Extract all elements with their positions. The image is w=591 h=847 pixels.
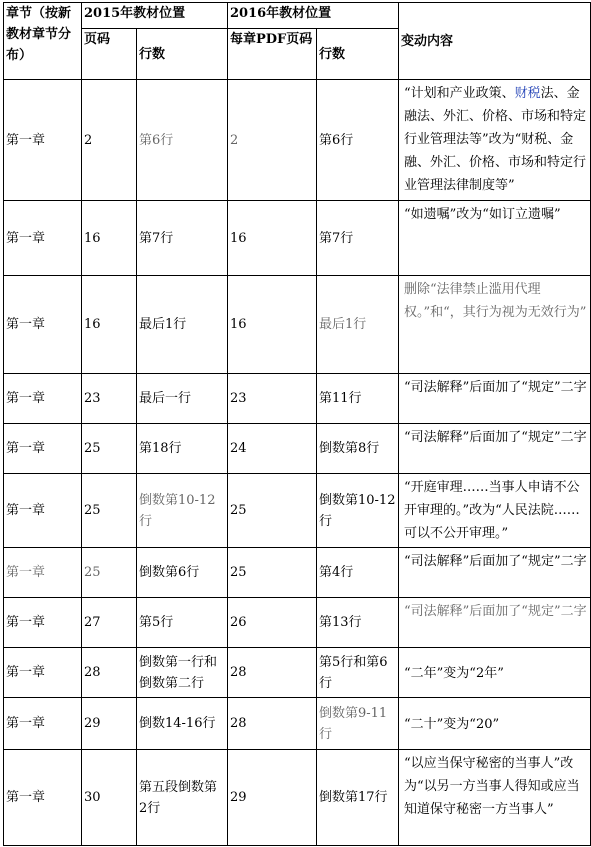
- line-2015-cell: 第五段倒数第2行: [137, 750, 228, 846]
- line-2015-cell: 最后1行: [137, 276, 228, 374]
- page-2015-cell: 25: [82, 474, 137, 548]
- chapter-cell: 第一章: [4, 698, 82, 750]
- line-2016-cell: 第7行: [317, 201, 399, 276]
- page-2016-cell: 16: [228, 276, 317, 374]
- page-2016-cell: 16: [228, 201, 317, 276]
- table-row: [4, 201, 591, 276]
- page-2015-cell: 25: [82, 424, 137, 474]
- line-2016-cell: 第6行: [317, 80, 399, 201]
- line-2015-cell: 倒数第一行和倒数第二行: [137, 648, 228, 698]
- chapter-cell: 第一章: [4, 598, 82, 648]
- page-2016-cell: 25: [228, 548, 317, 598]
- change-cell: “司法解释”后面加了“规定”二字: [399, 374, 591, 424]
- page-2015-cell: 25: [82, 548, 137, 598]
- change-cell: “二十”变为“20”: [399, 698, 591, 750]
- chapter-cell: 第一章: [4, 474, 82, 548]
- change-cell: “开庭审理……当事人申请不公开审理的。”改为“人民法院……可以不公开审理。”: [399, 474, 591, 548]
- page-2016-cell: 28: [228, 698, 317, 750]
- line-2016-cell: 倒数第10-12行: [317, 474, 399, 548]
- table-row: [4, 80, 591, 201]
- chapter-cell: 第一章: [4, 548, 82, 598]
- line-2015-cell: 第6行: [137, 80, 228, 201]
- line-2016-cell: 第5行和第6行: [317, 648, 399, 698]
- header-2015-position: 2015年教材位置: [82, 3, 228, 29]
- line-2016-cell: 倒数第17行: [317, 750, 399, 846]
- page-2015-cell: 30: [82, 750, 137, 846]
- table-row: [4, 276, 591, 374]
- line-2016-cell: 第4行: [317, 548, 399, 598]
- table-row: [4, 424, 591, 474]
- chapter-cell: 第一章: [4, 374, 82, 424]
- header-2016-position: 2016年教材位置: [228, 3, 399, 29]
- change-cell: 删除“法律禁止滥用代理权。”和“，其行为视为无效行为”: [399, 276, 591, 374]
- change-cell: “如遗嘱”改为“如订立遗嘱”: [399, 201, 591, 276]
- page-2015-cell: 27: [82, 598, 137, 648]
- change-cell: “二年”变为“2年”: [399, 648, 591, 698]
- change-cell: “司法解释”后面加了“规定”二字: [399, 548, 591, 598]
- header-page-2015: 页码: [82, 29, 137, 80]
- line-2016-cell: 最后1行: [317, 276, 399, 374]
- chapter-cell: 第一章: [4, 648, 82, 698]
- chapter-cell: 第一章: [4, 750, 82, 846]
- page-2016-cell: 23: [228, 374, 317, 424]
- header-chapter: 章节（按新教材章节分布）: [4, 3, 82, 80]
- page-2015-cell: 2: [82, 80, 137, 201]
- chapter-cell: 第一章: [4, 80, 82, 201]
- page-2016-cell: 24: [228, 424, 317, 474]
- header-page-2016: 每章PDF页码: [228, 29, 317, 80]
- tax-keyword-link[interactable]: 财税: [514, 86, 541, 101]
- line-2016-cell: 第11行: [317, 374, 399, 424]
- textbook-changes-table: [3, 2, 591, 846]
- page-2016-cell: 2: [228, 80, 317, 201]
- change-cell: [399, 80, 591, 201]
- page-2016-cell: 25: [228, 474, 317, 548]
- page-2016-cell: 28: [228, 648, 317, 698]
- line-2015-cell: 第7行: [137, 201, 228, 276]
- header-line-2015: 行数: [137, 29, 228, 80]
- page-2016-cell: 26: [228, 598, 317, 648]
- chapter-cell: 第一章: [4, 424, 82, 474]
- change-text-pre: “计划和产业政策、: [404, 86, 515, 101]
- line-2015-cell: 第18行: [137, 424, 228, 474]
- page-2015-cell: 16: [82, 276, 137, 374]
- line-2016-cell: 倒数第8行: [317, 424, 399, 474]
- header-change: 变动内容: [399, 3, 591, 80]
- page-2015-cell: 16: [82, 201, 137, 276]
- line-2015-cell: 最后一行: [137, 374, 228, 424]
- page-2016-cell: 29: [228, 750, 317, 846]
- page-2015-cell: 29: [82, 698, 137, 750]
- table-row: [4, 750, 591, 846]
- table-row: [4, 648, 591, 698]
- change-cell: “司法解释”后面加了“规定”二字: [399, 598, 591, 648]
- table-row: [4, 698, 591, 750]
- chapter-cell: 第一章: [4, 276, 82, 374]
- line-2015-cell: 倒数14-16行: [137, 698, 228, 750]
- table-row: [4, 474, 591, 548]
- line-2016-cell: 倒数第9-11行: [317, 698, 399, 750]
- line-2016-cell: 第13行: [317, 598, 399, 648]
- change-cell: “以应当保守秘密的当事人”改为“以另一方当事人得知或应当知道保守秘密一方当事人”: [399, 750, 591, 846]
- change-text-post: 法、金融法、外汇、价格、市场和特定行业管理法等”改为“财税、金融、外汇、价格、市场和特定行业管理法律制度等”: [404, 86, 587, 193]
- page-2015-cell: 23: [82, 374, 137, 424]
- change-cell: “司法解释”后面加了“规定”二字: [399, 424, 591, 474]
- line-2015-cell: 倒数第6行: [137, 548, 228, 598]
- table-row: [4, 598, 591, 648]
- page-2015-cell: 28: [82, 648, 137, 698]
- line-2015-cell: 倒数第10-12行: [137, 474, 228, 548]
- chapter-cell: 第一章: [4, 201, 82, 276]
- table-row: [4, 548, 591, 598]
- line-2015-cell: 第5行: [137, 598, 228, 648]
- header-line-2016: 行数: [317, 29, 399, 80]
- table-row: [4, 374, 591, 424]
